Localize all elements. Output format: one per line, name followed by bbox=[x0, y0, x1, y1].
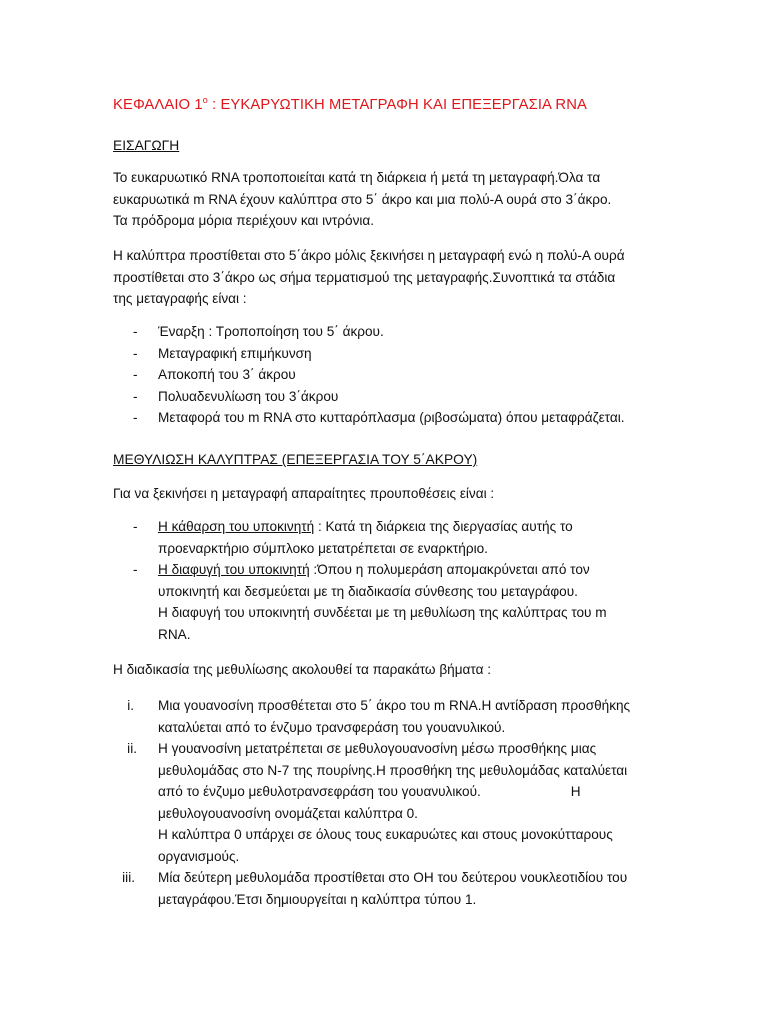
list-item: - Η κάθαρση του υποκινητή : Κατά τη διάρκεια της διεργασίας αυτής το προεναρκτήριο σύμπλοκο μετατρέπεται σε εναρκτήριο. bbox=[133, 519, 573, 556]
list-item: - Έναρξη : Τροποποίηση του 5΄ άκρου. bbox=[133, 324, 384, 339]
paragraph-line: της μεταγραφής είναι : bbox=[113, 291, 247, 306]
intro-paragraph-2 bbox=[113, 245, 688, 310]
list-item: - Η διαφυγή του υποκινητή :Όπου η πολυμεράση απομακρύνεται από τον υποκινητή και δεσμεύεται με τη διαδικασία σύνθεσης του μεταγράφου. Η διαφυγή του υποκινητή συνδέεται με τη μεθυλίωση της καλύπτρας του m RNA. bbox=[133, 562, 607, 642]
list-item: iii. Μία δεύτερη μεθυλομάδα προστίθεται στο ΟΗ του δεύτερου νουκλεοτιδίου του μεταγράφου.Έτσι δημιουργείται η καλύπτρα τύπου 1. bbox=[113, 867, 688, 910]
paragraph-line: Η καλύπτρα προστίθεται στο 5΄άκρο μόλις ξεκινήσει η μεταγραφή ενώ η πολύ-Α ουρά bbox=[113, 248, 625, 263]
list-item: - Αποκοπή του 3΄ άκρου bbox=[133, 367, 296, 382]
paragraph-line: Το ευκαρυωτικό RNA τροποποιείται κατά τη διάρκεια ή μετά τη μεταγραφή.Όλα τα bbox=[113, 170, 601, 185]
list-item: - Μεταφορά του m RNA στο κυτταρόπλασμα (ριβοσώματα) όπου μεταφράζεται. bbox=[133, 410, 625, 425]
paragraph-line: ευκαρυωτικά m RNA έχουν καλύπτρα στο 5΄ άκρο και μια πολύ-Α ουρά στο 3΄άκρο. bbox=[113, 191, 612, 207]
chapter-title: ΚΕΦΑΛΑΙΟ $1^o$ : ΕΥΚΑΡΥΩΤΙΚΗ ΜΕΤΑΓΡΑΦΗ ΚΑΙ ΕΠΕΞΕΡΓΑΣΙΑ RNA bbox=[113, 95, 587, 113]
list-item: ii. Η γουανοσίνη μετατρέπεται σε μεθυλογουανοσίνη μέσω προσθήκης μιας μεθυλομάδας στο Ν-7 της πουρίνης.Η προσθήκη της μεθυλομάδας καταλύεται από το ένζυμο μεθυλοτρανσεφράση του γουανυλικού. Η μεθυλογουανοσίνη ονομάζεται καλύπτρα 0. Η καλύπτρα 0 υπάρχει σε όλους τους ευκαρυώτες και στους μονοκύτταρους οργανισμούς. bbox=[113, 738, 688, 867]
step-number: i. bbox=[127, 698, 134, 713]
list-item: - Μεταγραφική επιμήκυνση bbox=[133, 345, 312, 361]
section-heading-intro: ΕΙΣΑΓΩΓΗ bbox=[113, 138, 180, 153]
step-number: iii. bbox=[122, 870, 135, 885]
list-item: - Πολυαδενυλίωση του 3΄άκρου bbox=[133, 388, 339, 404]
condition-term: Η διαφυγή του υποκινητή bbox=[158, 562, 310, 577]
steps-lead: Η διαδικασία της μεθυλίωσης ακολουθεί τα παρακάτω βήματα : bbox=[113, 662, 491, 677]
paragraph-line: Τα πρόδρομα μόρια περιέχουν και ιντρόνια. bbox=[113, 213, 375, 228]
paragraph-line: προστίθεται στο 3΄άκρο ως σήμα τερματισμού της μεταγραφής.Συνοπτικά τα στάδια bbox=[113, 269, 616, 285]
conditions-list bbox=[113, 516, 688, 645]
step-number: ii. bbox=[127, 741, 137, 756]
steps-list bbox=[113, 695, 688, 910]
list-item: i. Μια γουανοσίνη προσθέτεται στο 5΄ άκρο του m RNA.Η αντίδραση προσθήκης καταλύεται από το ένζυμο τρανσφεράση του γουανυλικού. bbox=[113, 695, 688, 738]
condition-term: Η κάθαρση του υποκινητή bbox=[158, 519, 315, 534]
section-heading-capping: ΜΕΘΥΛΙΩΣΗ ΚΑΛΥΠΤΡΑΣ (ΕΠΕΞΕΡΓΑΣΙΑ ΤΟΥ 5΄ΑΚΡΟΥ) bbox=[113, 452, 478, 467]
stages-list bbox=[113, 321, 688, 429]
intro-paragraph-1 bbox=[113, 167, 688, 232]
capping-lead: Για να ξεκινήσει η μεταγραφή απαραίτητες προυποθέσεις είναι : bbox=[113, 486, 495, 501]
